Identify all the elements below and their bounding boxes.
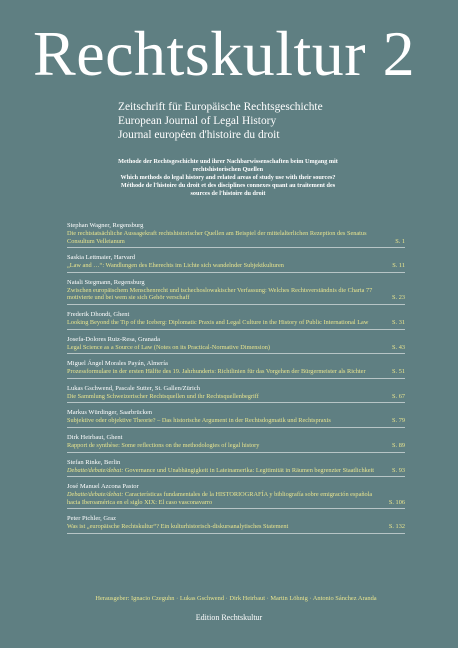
toc-author: Peter Pichler, Graz <box>67 515 117 523</box>
toc-article-title <box>67 417 405 425</box>
topic-german: Methode der Rechtsgeschichte und ihrer Nachbarwissenschaften beim Umgang mit rechtshistorischen Quellen <box>118 158 338 173</box>
toc-debate-prefix: Debatte/debate/debat: <box>67 491 124 499</box>
toc-author: Frederik Dhondt, Ghent <box>67 310 130 318</box>
toc-article-title <box>67 344 405 352</box>
toc-title-text: Was ist „europäische Rechtskultur“? Ein kulturhistorisch-diskursanalytisches Statement <box>67 523 289 531</box>
toc-entry <box>67 515 405 534</box>
editors-line: Herausgeber: Ignacio Czeguhn · Lukas Gschwend · Dirk Heirbaut · Martin Löhnig · Antonio Sánchez Aranda <box>95 595 377 602</box>
toc-entry <box>67 311 405 330</box>
toc-author: Dirk Heirbaut, Ghent <box>67 433 123 441</box>
toc-article-title <box>67 262 405 270</box>
toc-article-title <box>67 467 405 475</box>
toc-author: Natali Stegmann, Regensburg <box>67 278 145 286</box>
toc-entry <box>67 360 405 379</box>
toc-title-text: Rapport de synthèse: Some reflections on the methodologies of legal history <box>67 441 260 449</box>
toc-entry <box>67 409 405 428</box>
toc-author: Saskia Lettmaier, Harvard <box>67 254 136 262</box>
toc-article-title <box>67 523 405 531</box>
toc-page-number: S. 79 <box>392 417 405 425</box>
toc-title-text: Die rechtstatsächliche Aussagekraft rechtshistorischer Quellen am Beispiel der mittelalterlichen Rezeption des Senatus Consultum Velleianum <box>67 230 367 245</box>
toc-title-text: Legal Science as a Source of Law (Notes on its Practical-Normative Dimension) <box>67 343 271 351</box>
toc-author: Josefa-Dolores Ruiz-Resa, Granada <box>67 335 160 343</box>
toc-entry <box>67 483 405 509</box>
toc-title-text: Zwischen europäischem Menschenrecht und tschechoslowakischer Verfassung: Welches Rechtsverständnis die Charta 77 motivierte und bei wem sie sich Gehör verschaff <box>67 286 373 302</box>
toc-author: José Manuel Azcona Pastor <box>67 483 139 491</box>
journal-title: Rechtskultur 2 <box>33 18 416 89</box>
toc-author: Lukas Gschwend, Pascale Sutter, St. Gallen/Zürich <box>67 384 200 392</box>
toc-entry <box>67 459 405 478</box>
toc-entry <box>67 336 405 355</box>
toc-page-number: S. 11 <box>392 262 405 270</box>
subtitle-english: European Journal of Legal History <box>118 115 277 127</box>
journal-subtitles <box>118 100 323 142</box>
toc-article-title <box>67 319 405 327</box>
topic-french: Méthode de l'histoire du droit et des disciplines connexes quant au traitement des sources de l'histoire du droit <box>120 182 336 197</box>
toc-title-text: Subjektive oder objektive Theorie? – Das historische Argument in der Rechtsdogmatik und Rechtspraxis <box>67 417 331 425</box>
toc-page-number: S. 43 <box>392 343 405 351</box>
publisher-name: Edition Rechtskultur <box>195 613 263 622</box>
toc-author: Stefan Rinke, Berlin <box>67 458 121 466</box>
toc-article-title <box>67 442 405 450</box>
toc-article-title <box>67 368 405 376</box>
toc-title-text: Die Sammlung Schweizerischer Rechtsquellen und ihr Rechtsquellenbegriff <box>67 392 259 400</box>
subtitle-french: Journal européen d'histoire du droit <box>118 129 280 141</box>
toc-page-number: S. 23 <box>392 294 405 302</box>
toc-entry <box>67 254 405 273</box>
topic-english: Which methods do legal history and related areas of study use with their sources? <box>120 174 336 181</box>
subtitle-german: Zeitschrift für Europäische Rechtsgeschichte <box>118 101 323 113</box>
toc-author: Markus Würdinger, Saarbrücken <box>67 409 152 417</box>
toc-page-number: S. 93 <box>392 466 405 474</box>
toc-article-title <box>67 393 405 401</box>
toc-title-text: „Law and …“: Wandlungen des Eherechts im Lichte sich wandelnder Subjektkulturen <box>67 262 284 270</box>
toc-entry <box>67 222 405 248</box>
toc-title-text: Prozessformulare in der ersten Hälfte des 19. Jahrhunderts: Richtlinien für das Vorgehen der Bürgermeister als Richter <box>67 368 366 376</box>
toc-author: Miguel Ángel Morales Payán, Almería <box>67 360 168 368</box>
toc-entry <box>67 279 405 305</box>
issue-topic <box>118 158 338 198</box>
toc-title-text: Governance und Unabhängigkeit in Lateinamerika: Legitimität in Räumen begrenzter Staatlichkeit <box>123 466 375 474</box>
toc-page-number: S. 51 <box>392 368 405 376</box>
toc-debate-prefix: Debatte/debate/debat: <box>67 466 124 474</box>
toc-entry <box>67 385 405 404</box>
toc-article-title <box>67 287 405 302</box>
table-of-contents <box>67 222 405 540</box>
toc-page-number: S. 31 <box>392 318 405 326</box>
toc-page-number: S. 67 <box>392 392 405 400</box>
toc-article-title <box>67 491 405 506</box>
toc-title-text: Características fundamentales de la HISTORIOGRAFÍA y bibliografía sobre emigración española hacia Iberoamérica en el siglo XIX: El caso vasconavarro <box>67 491 373 506</box>
toc-page-number: S. 89 <box>392 441 405 449</box>
toc-page-number: S. 1 <box>395 237 405 245</box>
toc-article-title <box>67 230 405 245</box>
toc-author: Stephan Wagner, Regensburg <box>67 222 144 229</box>
toc-page-number: S. 132 <box>388 523 405 531</box>
toc-page-number: S. 106 <box>388 498 405 506</box>
toc-entry <box>67 434 405 453</box>
toc-title-text: Looking Beyond the Tip of the Iceberg: Diplomatic Praxis and Legal Culture in the History of Public International Law <box>67 318 369 326</box>
